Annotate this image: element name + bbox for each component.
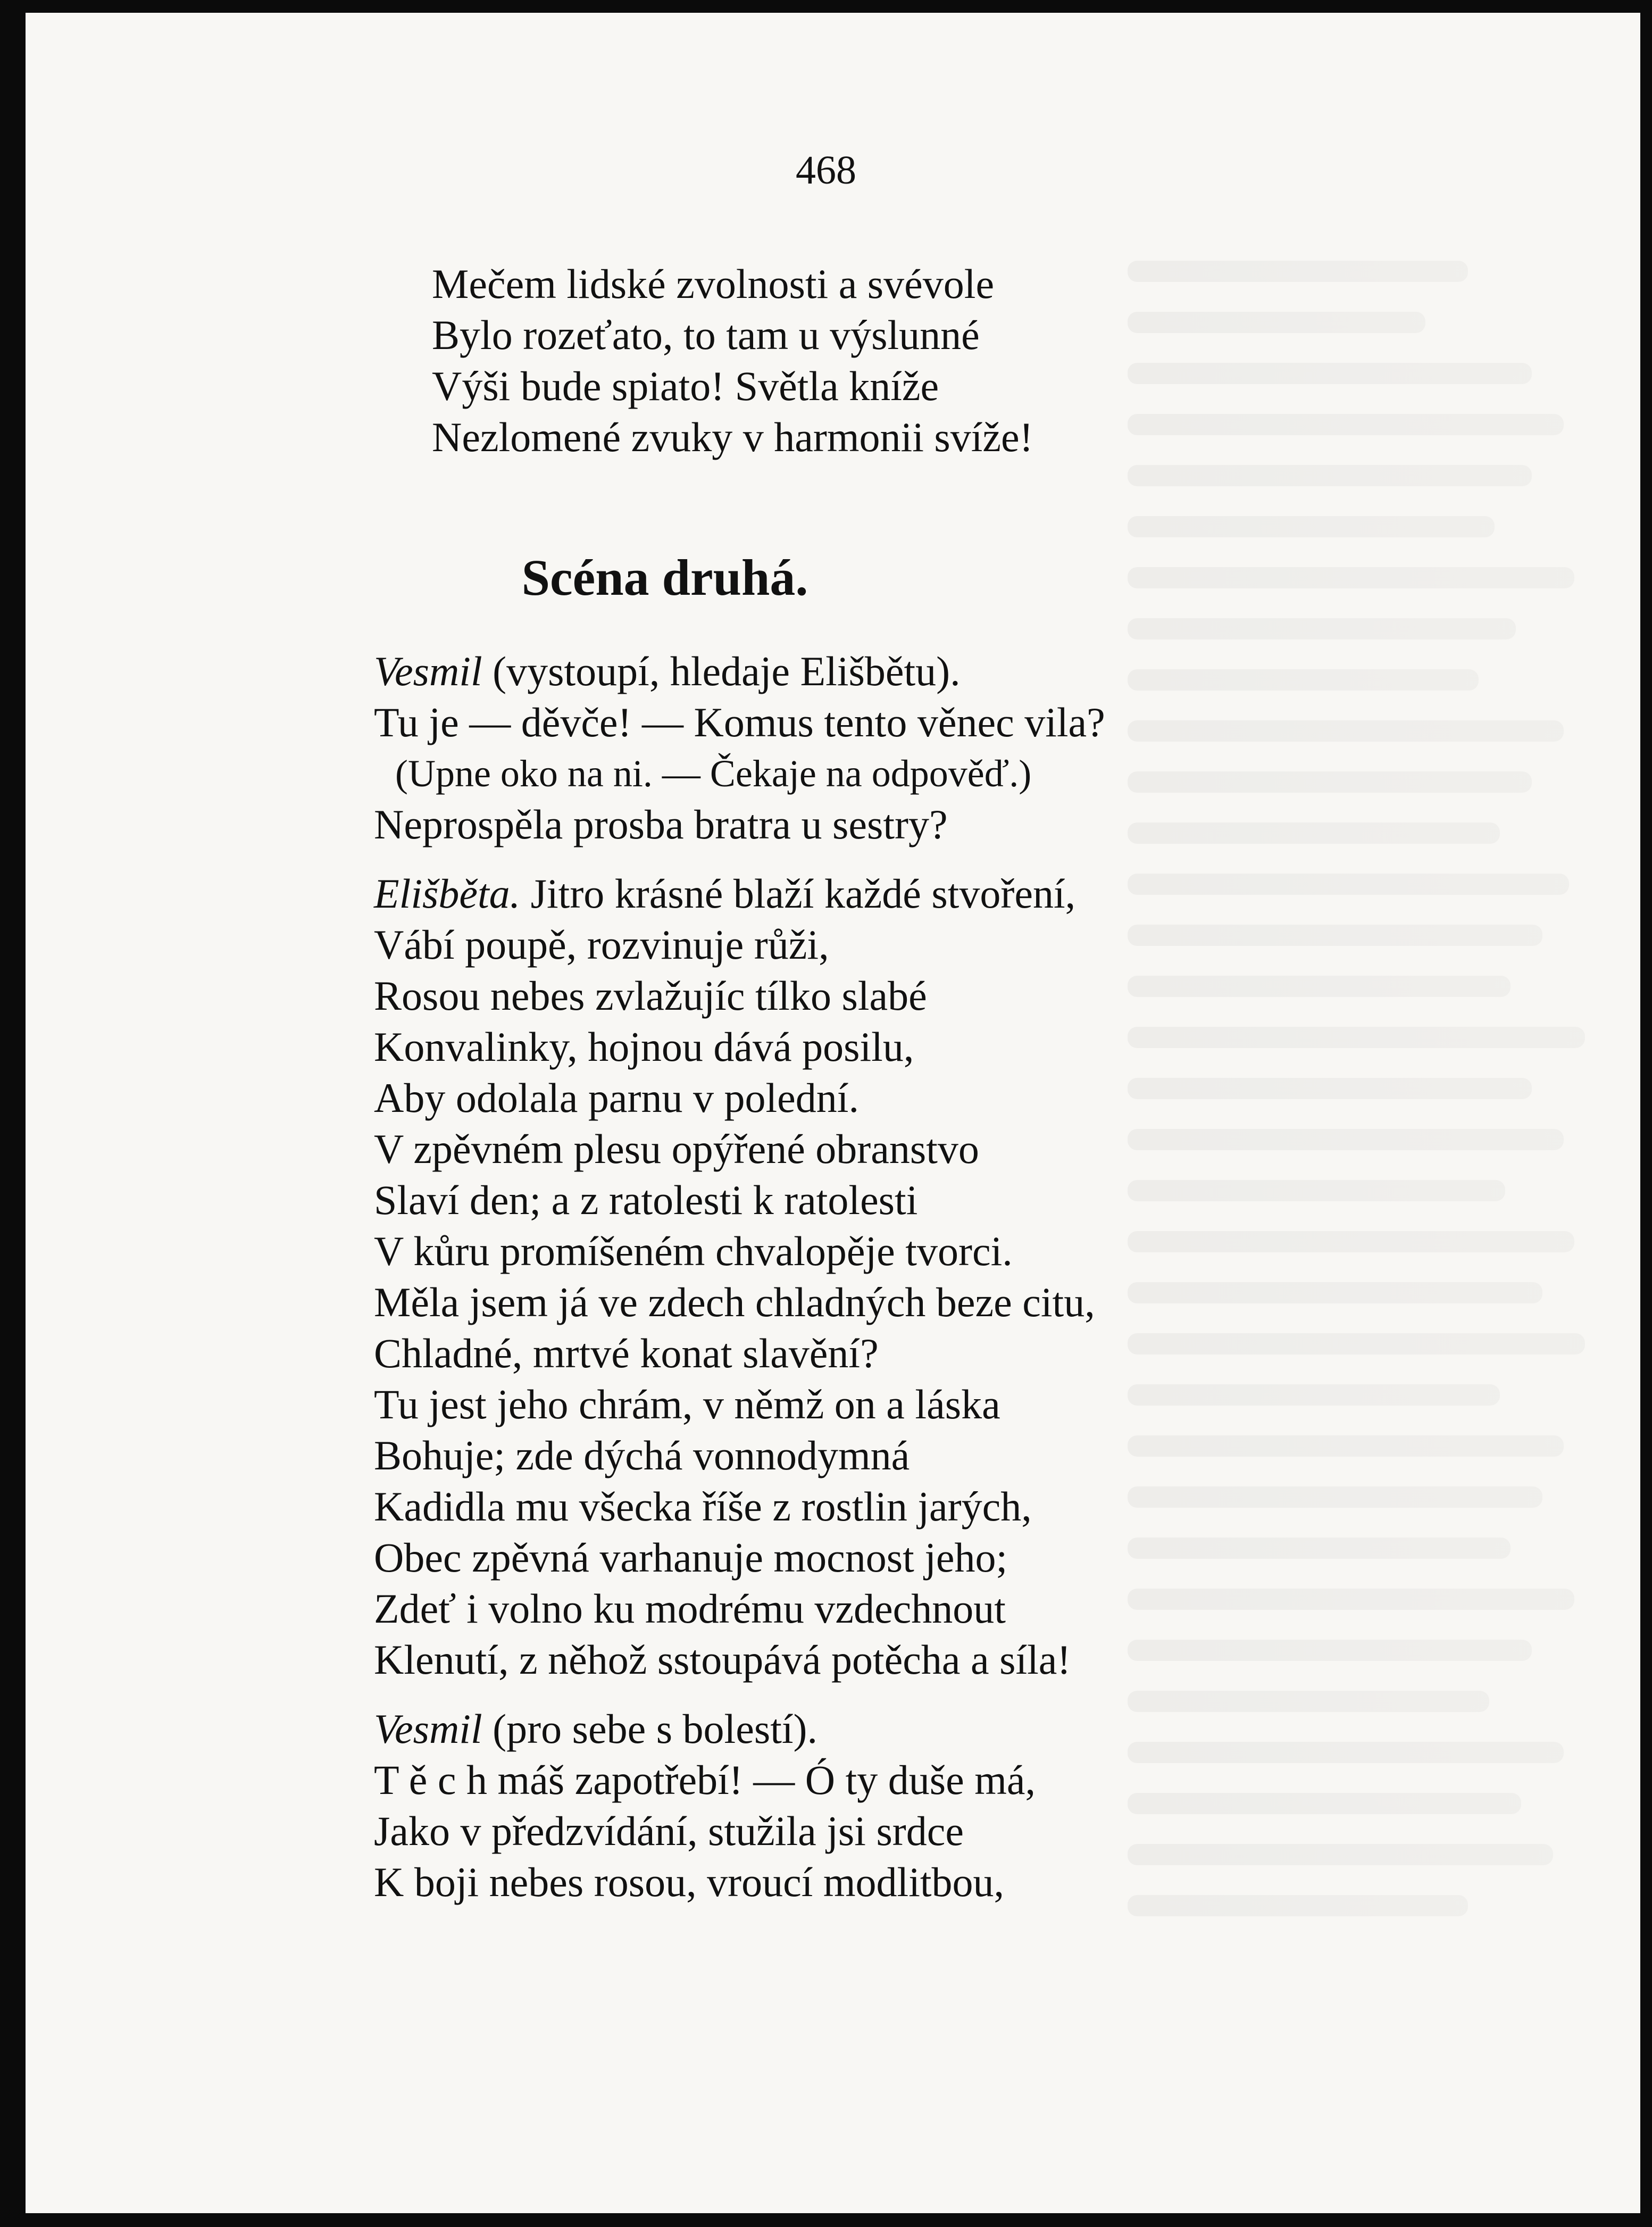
speech-heading: [374, 646, 1105, 697]
verse-line: T ě c h máš zapotřebí! — Ó ty duše má,: [374, 1757, 1036, 1803]
show-through-line: [1128, 1078, 1532, 1099]
verse-line-start: Jitro krásné blaží každé stvoření,: [520, 870, 1076, 917]
show-through-line: [1128, 1129, 1564, 1150]
verse-line: Klenutí, z něhož sstoupává potěcha a síla!: [374, 1636, 1071, 1683]
verse-line: Vábí poupě, rozvinuje růži,: [374, 921, 829, 968]
verse-line: Bylo rozeťato, to tam u výslunné: [432, 312, 980, 358]
show-through-line: [1128, 1640, 1532, 1661]
verse-line: K boji nebes rosou, vroucí modlitbou,: [374, 1859, 1005, 1905]
verse-line: Neprospěla prosba bratra u sestry?: [374, 801, 948, 847]
show-through-line: [1128, 1742, 1564, 1763]
verse-line: Jako v předzvídání, stužila jsi srdce: [374, 1808, 964, 1854]
show-through-line: [1128, 1538, 1511, 1559]
show-through-line: [1128, 1844, 1553, 1865]
show-through-line: [1128, 874, 1569, 895]
show-through-line: [1128, 261, 1468, 282]
show-through-line: [1128, 1589, 1574, 1610]
verse-line: Slaví den; a z ratolesti k ratolesti: [374, 1177, 918, 1223]
show-through-line: [1128, 1384, 1500, 1406]
opening-verse: [432, 259, 1033, 463]
verse-line: Zdeť i volno ku modrému vzdechnout: [374, 1585, 1006, 1632]
verse-line: Aby odolala parnu v polední.: [374, 1075, 859, 1121]
show-through-line: [1128, 1180, 1505, 1201]
verse-line: Měla jsem já ve zdech chladných beze citu,: [374, 1279, 1095, 1325]
scan-border-left: [0, 0, 26, 2227]
show-through-line: [1128, 1282, 1542, 1303]
verse-line: Rosou nebes zvlažujíc tílko slabé: [374, 973, 927, 1019]
speech-gap: [374, 1685, 1105, 1704]
show-through-line: [1128, 1435, 1564, 1457]
verse-line: Mečem lidské zvolnosti a svévole: [432, 261, 995, 307]
show-through-line: [1128, 771, 1532, 793]
speaker-name: Vesmil: [374, 648, 482, 694]
page-number: 468: [796, 148, 856, 193]
verse-line: Kadidla mu všecka říše z rostlin jarých,: [374, 1483, 1032, 1530]
scan-border-right: [1640, 0, 1652, 2227]
stage-direction-line: (Upne oko na ni. — Čekaje na odpověď.): [395, 752, 1032, 795]
verse-line: Tu jest jeho chrám, v němž on a láska: [374, 1381, 1000, 1427]
show-through-line: [1128, 1691, 1489, 1712]
show-through-line: [1128, 363, 1532, 384]
show-through-line: [1128, 516, 1495, 537]
show-through-line: [1128, 1895, 1468, 1916]
show-through-line: [1128, 414, 1564, 435]
verse-line: Tu je — děvče! — Komus tento věnec vila?: [374, 699, 1105, 745]
speech-heading: [374, 1704, 1105, 1755]
show-through-line: [1128, 618, 1516, 639]
verse-line: Bohuje; zde dýchá vonnodymná: [374, 1432, 910, 1478]
show-through-line: [1128, 925, 1542, 946]
show-through-line: [1128, 669, 1479, 691]
show-through-line: [1128, 1486, 1542, 1508]
show-through-line: [1128, 1231, 1574, 1252]
speaker-name: Elišběta.: [374, 870, 521, 917]
dialogue: [374, 646, 1105, 1908]
verse-line: Chladné, mrtvé konat slavění?: [374, 1330, 879, 1376]
speech-gap: [374, 850, 1105, 868]
speaker-name: Vesmil: [374, 1706, 482, 1752]
show-through-line: [1128, 1333, 1585, 1355]
scan-border-bottom: [0, 2213, 1652, 2227]
stage-direction: (vystoupí, hledaje Elišbětu).: [482, 648, 961, 694]
speech-heading: [374, 868, 1105, 919]
verse-line: Nezlomené zvuky v harmonii svíže!: [432, 414, 1033, 460]
show-through-line: [1128, 1027, 1585, 1048]
verse-line: V zpěvném plesu opýřené obranstvo: [374, 1126, 979, 1172]
show-through-texture: [1128, 250, 1638, 2006]
show-through-line: [1128, 720, 1564, 742]
scan-border-top: [0, 0, 1652, 13]
verse-line: Konvalinky, hojnou dává posilu,: [374, 1024, 914, 1070]
stage-direction: (pro sebe s bolestí).: [482, 1706, 818, 1752]
show-through-line: [1128, 1793, 1521, 1814]
verse-line: Výši bude spiato! Světla kníže: [432, 363, 939, 409]
show-through-line: [1128, 822, 1500, 844]
show-through-line: [1128, 465, 1532, 486]
verse-line: V kůru promíšeném chvalopěje tvorci.: [374, 1228, 1013, 1274]
verse-line: Obec zpěvná varhanuje mocnost jeho;: [374, 1534, 1008, 1581]
show-through-line: [1128, 312, 1425, 333]
scene-title: Scéna druhá.: [521, 549, 808, 606]
show-through-line: [1128, 976, 1511, 997]
